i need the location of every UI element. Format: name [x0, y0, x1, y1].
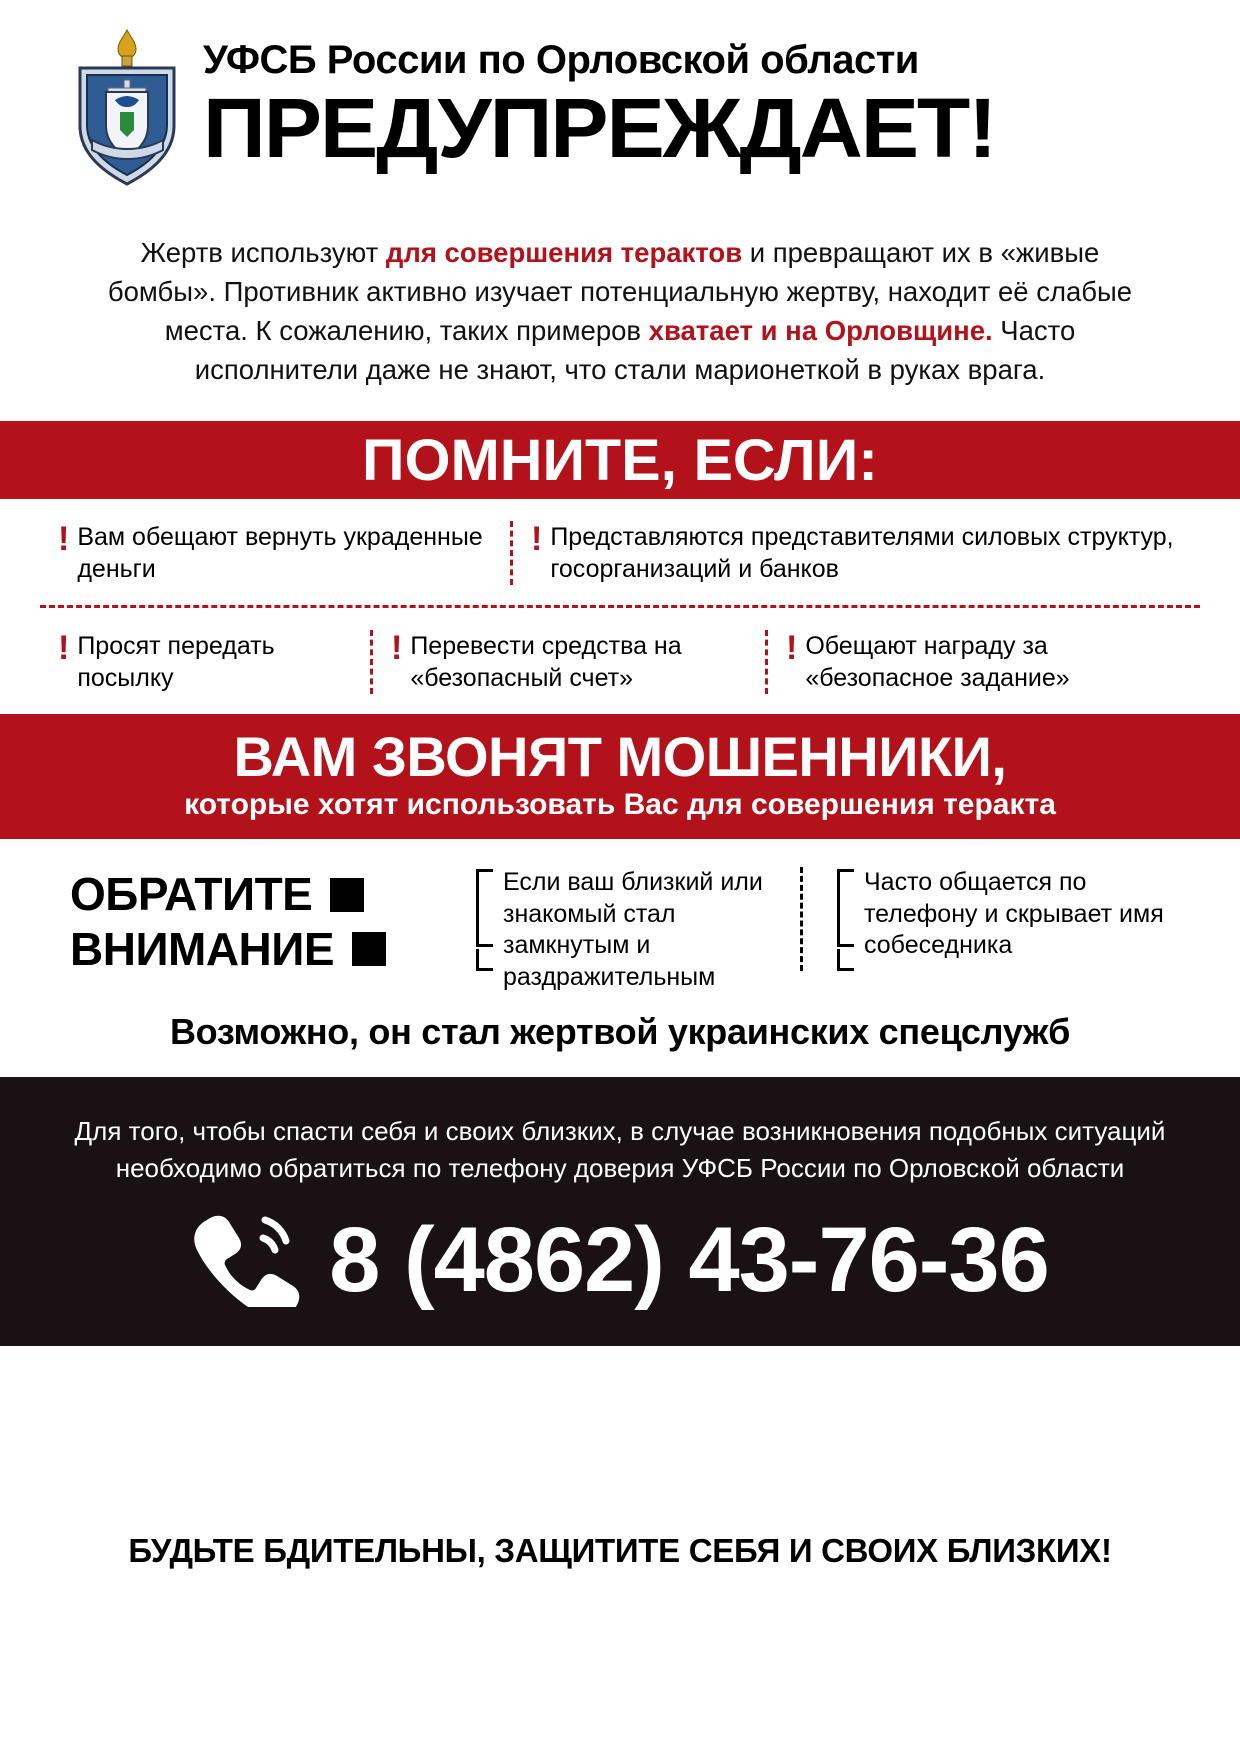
exclamation-icon: !: [58, 629, 70, 668]
attention-section: [0, 839, 1240, 993]
remember-banner-label: ПОМНИТЕ, ЕСЛИ:: [362, 427, 878, 493]
attention-title-line-2: [70, 922, 460, 976]
fraud-call-headline: ВАМ ЗВОНЯТ МОШЕННИКИ,: [233, 725, 1007, 789]
intro-paragraph: [0, 215, 1240, 389]
poster-header: [0, 0, 1240, 215]
attention-title-text-1: ОБРАТИТЕ: [70, 868, 313, 921]
bracket-icon: [476, 869, 493, 971]
intro-text-2: и превращают их в «живые бомбы». Противник активно изучает потенциальную жертву, находит её слабые места. К сожалению, таких примеров: [107, 237, 1133, 347]
warning-signs-row-1: [40, 499, 1200, 608]
intro-highlight-2: хватает и на Орловщине.: [648, 315, 993, 347]
remember-banner: [0, 421, 1240, 499]
warning-sign-item: [765, 630, 1200, 694]
attention-subtitle: Возможно, он стал жертвой украинских спецслужб: [169, 1011, 1071, 1053]
header-text-block: [185, 22, 1200, 175]
warning-sign-item: [40, 630, 370, 694]
square-bullet-icon: [330, 878, 364, 912]
fsb-emblem-icon: [70, 28, 185, 188]
fraud-call-subline: которые хотят использовать Вас для совершения теракта: [184, 788, 1056, 822]
attention-title-line-1: [70, 867, 460, 921]
attention-item: [800, 867, 1200, 971]
warning-sign-text: Представляются представителями силовых структур, госорганизаций и банков: [550, 523, 1174, 584]
organization-title: УФСБ России по Орловской области: [203, 38, 919, 82]
warning-sign-text: Обещают награду за «безопасное задание»: [805, 632, 1070, 693]
warning-sign-text: Перевести средства на «безопасный счет»: [410, 632, 682, 693]
hotline-number[interactable]: 8 (4862) 43-76-36: [329, 1209, 1049, 1312]
hotline-description: Для того, чтобы спасти себя и своих близких, в случае возникновения подобных ситуаций необходимо обратиться по телефону доверия УФСБ России по Орловской области: [74, 1116, 1166, 1183]
hotline-number-row: [60, 1208, 1180, 1312]
warning-sign-item: [40, 521, 510, 585]
phone-ringing-icon: [191, 1212, 301, 1312]
exclamation-icon: !: [58, 520, 70, 559]
warning-signs-row-2: [40, 608, 1200, 714]
intro-highlight-1: для совершения терактов: [385, 237, 743, 268]
warning-sign-text: Просят передать посылку: [77, 632, 275, 693]
attention-item: [460, 867, 800, 993]
warning-sign-item: [510, 521, 1200, 585]
warning-sign-item: [370, 630, 765, 694]
hotline-block: [0, 1077, 1240, 1346]
bracket-icon: [837, 869, 854, 971]
exclamation-icon: !: [531, 520, 543, 559]
intro-text-1: Жертв используют: [140, 237, 386, 268]
attention-title: [70, 867, 460, 976]
fraud-call-banner: [0, 714, 1240, 839]
warning-signs-grid: [0, 499, 1240, 714]
exclamation-icon: !: [391, 629, 403, 668]
attention-title-text-2: ВНИМАНИЕ: [70, 922, 335, 975]
warning-sign-text: Вам обещают вернуть украденные деньги: [77, 523, 483, 584]
warning-headline: ПРЕДУПРЕЖДАЕТ!: [203, 81, 996, 175]
footer-slogan: БУДЬТЕ БДИТЕЛЬНЫ, ЗАЩИТИТЕ СЕБЯ И СВОИХ БЛИЗКИХ!: [128, 1531, 1112, 1569]
attention-item-text: Если ваш близкий или знакомый стал замкнутым и раздражительным: [503, 868, 763, 991]
poster-footer: [0, 1346, 1240, 1755]
exclamation-icon: !: [786, 629, 798, 668]
attention-item-text: Часто общается по телефону и скрывает имя собеседника: [864, 868, 1164, 960]
intro-text-3: Часто исполнители даже не знают, что стали марионеткой в руках врага.: [194, 315, 1076, 386]
square-bullet-icon: [352, 932, 386, 966]
